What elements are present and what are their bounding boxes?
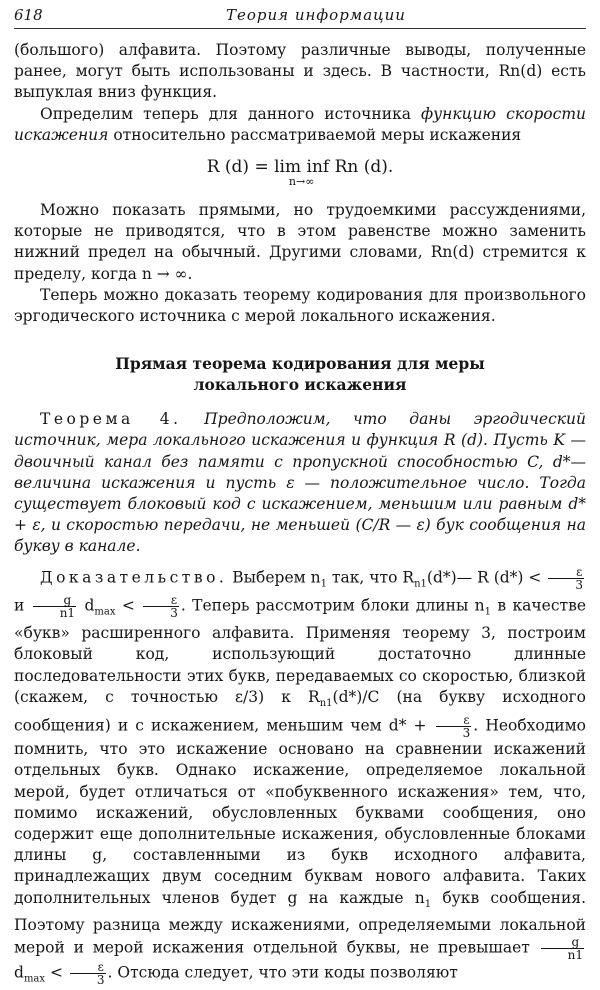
proof-text: и (14, 596, 31, 615)
paragraph-text: Определим теперь для данного источника (40, 104, 422, 123)
proof-text: Выберем n (232, 568, 321, 587)
formula-operator (274, 156, 329, 188)
proof-block (14, 566, 586, 990)
proof-text: в качестве «букв» расширенного алфавита. Применяя теорему 3, построим блоковый код, использующий достаточно длинные последовательности этих букв, передаваемых со скоростью, близкой (скажем, с точностью ε/3) к R (14, 596, 586, 706)
subscript: max (94, 607, 116, 619)
theorem-label: Теорема 4. (40, 410, 182, 429)
fraction (548, 566, 584, 591)
paragraph-definition (14, 104, 586, 146)
subscript: 1 (424, 898, 432, 910)
proof-text: d (78, 596, 95, 615)
fraction-denominator: n1 (567, 948, 583, 963)
formula-right: Rn (d). (329, 157, 394, 178)
page-number: 618 (14, 6, 43, 24)
subscript: 1 (320, 578, 327, 590)
fraction-numerator: ε (70, 961, 106, 974)
formula-subscript: n→∞ (288, 175, 315, 189)
proof-text: так, что R (326, 568, 415, 587)
body-text (14, 40, 586, 990)
fraction-numerator: g (541, 936, 584, 949)
fraction (541, 936, 584, 961)
running-title: Теория информации (226, 6, 406, 24)
paragraph-intro: Теперь можно доказать теорему кодирования для произвольного эргодического источника с мерой локального искажения. (14, 285, 586, 326)
display-formula (14, 156, 586, 188)
proof-text: букв сообщения. Поэтому разница между искажениями, определяемыми локальной мерой и мерой искажения отдельной буквы, не превышает (14, 888, 586, 957)
fraction (436, 714, 472, 739)
subscript: 1 (484, 607, 492, 619)
subscript: max (23, 973, 46, 985)
fraction-numerator: g (33, 594, 76, 607)
theorem-statement: Предположим, что даны эргодический источник, мера локального искажения и функция R (d). Пусть K — двоичный канал без памяти с пропускной способностью C, d*— величина искажения и пусть ε — положительное число. Тогда существует блоковый код с искажением, меньшим или равным d* + ε, и скоростью передачи, не меньшей (C/R — ε) бук сообщения на букву в канале. (14, 410, 586, 556)
proof-text: < (115, 596, 142, 615)
theorem-block (14, 409, 586, 557)
proof-text: . Теперь рассмотрим блоки длины n (180, 596, 485, 615)
fraction (33, 594, 76, 619)
italic-term: функцию скорости искажения (14, 104, 586, 144)
proof-text: (d*)— R (d*) < (426, 568, 547, 587)
formula-left: R (d) = (206, 157, 275, 178)
fraction-denominator: n1 (59, 606, 76, 621)
proof-label: Доказательство. (40, 568, 228, 587)
section-heading-line: локального искажения (193, 375, 407, 395)
fraction-numerator: ε (548, 566, 584, 579)
proof-text: d (14, 963, 24, 982)
fraction-denominator: 3 (462, 726, 471, 741)
section-heading-line: Прямая теорема кодирования для меры (115, 354, 485, 374)
paragraph-text: относительно рассматриваемой меры искажения (108, 125, 522, 144)
fraction (143, 594, 179, 619)
proof-text: < (45, 963, 68, 982)
subscript: n1 (319, 697, 333, 709)
book-page (14, 0, 587, 988)
formula-op-text: lim inf (274, 157, 330, 178)
fraction-numerator: ε (436, 714, 472, 727)
fraction (70, 961, 106, 986)
paragraph-continuation: (большого) алфавита. Поэтому различные выводы, полученные ранее, могут быть использованы и здесь. В частности, Rn(d) есть выпуклая вниз функция. (14, 41, 586, 102)
paragraph-limit: Можно показать прямыми, но трудоемкими рассуждениями, которые не приводятся, что в этом равенстве можно заменить нижний предел на обычный. Другими словами, Rn(d) стремится к пределу, когда n → ∞. (14, 201, 586, 283)
subscript: n1 (414, 578, 427, 590)
proof-text: . Отсюда следует, что эти коды позволяют (107, 963, 458, 982)
fraction-denominator: 3 (96, 973, 105, 988)
fraction-denominator: 3 (575, 577, 583, 592)
fraction-numerator: ε (143, 594, 179, 607)
proof-text: . Необходимо помнить, что это искажение основано на сравнении искажений отдельных букв. Однако искажение, определяемое локальной мерой, будет отличаться от «побуквенного искажения» тем, что, помимо искажений, обусловленных буквами сообщения, оно содержит еще дополнительные искажения, обусловленные блоками длины g, составленными из букв исходного алфавита, принадлежащих двум соседним буквам нового алфавита. Таких дополнительных членов будет g на каждые n (14, 716, 587, 907)
section-heading (14, 353, 586, 395)
running-header (14, 4, 586, 29)
fraction-denominator: 3 (170, 606, 178, 621)
proof-text: (d*)/C (на букву исходного сообщения) и с искажением, меньшим чем d* + (14, 687, 586, 735)
